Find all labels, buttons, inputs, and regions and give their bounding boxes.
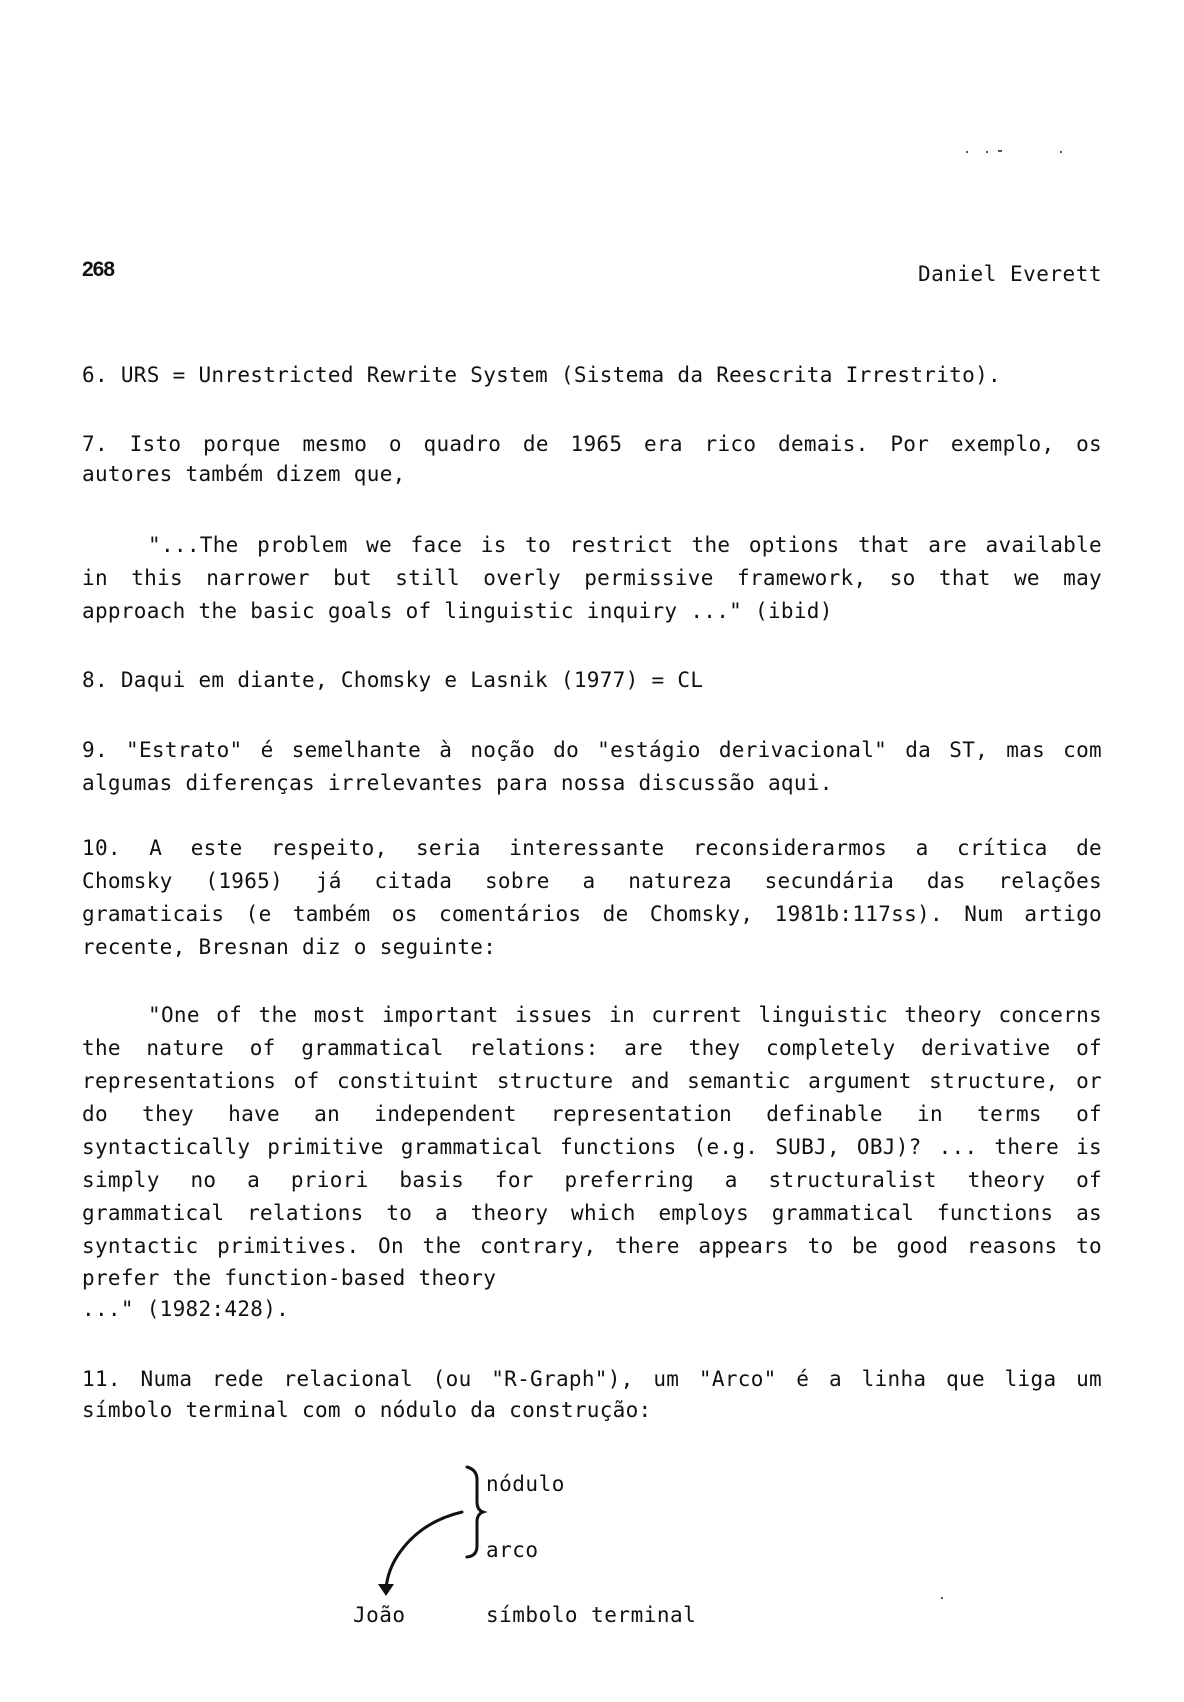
note-7-quote-line: approach the basic goals of linguistic inquiry ..." (ibid) (82, 599, 833, 623)
note-10-quote-line: representations of constituint structure and semantic argument structure, or (82, 1069, 1102, 1093)
note-10-quote-line: simply no a priori basis for preferring a structuralist theory of (82, 1168, 1102, 1192)
arc-curve (379, 1512, 462, 1561)
note-10-quote-line: syntactically primitive grammatical functions (e.g. SUBJ, OBJ)? ... there is (82, 1135, 1102, 1159)
page-number: 268 (82, 258, 115, 281)
diagram-arc-label: arco (486, 1538, 539, 1562)
scan-speck (966, 151, 968, 153)
note-11-line: 11. Numa rede relacional (ou "R-Graph"), um "Arco" é a linha que liga um (82, 1367, 1102, 1391)
running-head-author: Daniel Everett (917, 262, 1102, 286)
arrowhead-icon (378, 1584, 394, 1596)
diagram-terminal-word: João (353, 1603, 406, 1627)
note-7-quote-line: "...The problem we face is to restrict the options that are available (148, 533, 1102, 557)
note-10-quote-line: grammatical relations to a theory which employs grammatical functions as (82, 1201, 1102, 1225)
note-10-quote-line: "One of the most important issues in current linguistic theory concerns (148, 1003, 1102, 1027)
scan-speck (998, 150, 1002, 152)
brace-icon (467, 1467, 483, 1557)
note-11-line: símbolo terminal com o nódulo da construção: (82, 1398, 652, 1422)
note-9-line: 9. "Estrato" é semelhante à noção do "estágio derivacional" da ST, mas com (82, 738, 1102, 762)
note-7-line: 7. Isto porque mesmo o quadro de 1965 era rico demais. Por exemplo, os (82, 432, 1102, 456)
diagram-terminal-label: símbolo terminal (486, 1603, 697, 1627)
arc-arrow-line (350, 1511, 462, 1583)
diagram-node-label: nódulo (486, 1472, 565, 1496)
note-10-line: gramaticais (e também os comentários de Chomsky, 1981b:117ss). Num artigo (82, 902, 1102, 926)
note-8-line: 8. Daqui em diante, Chomsky e Lasnik (1977) = CL (82, 668, 704, 692)
note-9-line: algumas diferenças irrelevantes para nossa discussão aqui. (82, 771, 833, 795)
note-10-quote-line: the nature of grammatical relations: are they completely derivative of (82, 1036, 1102, 1060)
scan-speck (986, 151, 988, 153)
scan-speck (941, 1597, 943, 1599)
note-10-quote-line: syntactic primitives. On the contrary, there appears to be good reasons to (82, 1234, 1102, 1258)
note-10-line: Chomsky (1965) já citada sobre a natureza secundária das relações (82, 869, 1102, 893)
note-10-line: recente, Bresnan diz o seguinte: (82, 935, 497, 959)
note-6-line: 6. URS = Unrestricted Rewrite System (Sistema da Reescrita Irrestrito). (82, 363, 1001, 387)
note-10-quote-line: ..." (1982:428). (82, 1297, 290, 1321)
note-7-line: autores também dizem que, (82, 462, 406, 486)
scan-speck (1060, 151, 1062, 153)
note-10-quote-line: do they have an independent representation definable in terms of (82, 1102, 1102, 1126)
arrow-curve (386, 1512, 462, 1588)
arc-line (382, 1512, 461, 1585)
note-10-line: 10. A este respeito, seria interessante reconsiderarmos a crítica de (82, 836, 1102, 860)
note-7-quote-line: in this narrower but still overly permissive framework, so that we may (82, 566, 1102, 590)
note-10-quote-line: prefer the function-based theory (82, 1266, 497, 1290)
